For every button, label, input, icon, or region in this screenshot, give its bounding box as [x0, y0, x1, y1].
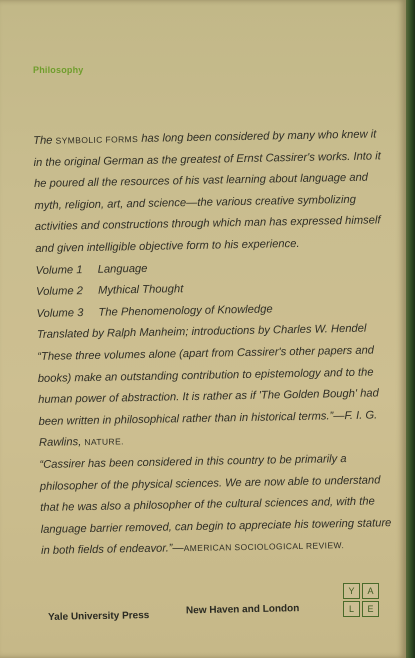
volume-label: Volume 3: [36, 306, 84, 320]
description-lead: The: [33, 134, 56, 147]
book-title: SYMBOLIC FORMS: [55, 133, 139, 146]
volume-title: Mythical Thought: [97, 283, 184, 297]
category-label: Philosophy: [33, 65, 84, 75]
publisher-place: New Haven and London: [185, 603, 300, 617]
publisher-name: Yale University Press: [48, 610, 150, 623]
logo-letter: A: [362, 583, 379, 599]
blurb-text: [33, 124, 393, 563]
description-paragraph: [33, 124, 387, 260]
review-text: “These three volumes alone (apart from Cassirer's other papers and books) make an outstanding contribution to epistemology and to the human power of abstraction. It is rather as if 'The Golden Bough' had been written in philosophical rather than in historical terms.”—F. I. G. Rawlins,: [37, 344, 379, 450]
publisher-footer: [48, 603, 308, 623]
logo-letter: E: [362, 601, 379, 617]
review-quote-1: [37, 340, 391, 455]
volume-label: Volume 2: [35, 285, 84, 299]
translation-credit: Translated by Ralph Manheim; introductions by Charles W. Hendel: [36, 322, 367, 342]
volume-label: Volume 1: [35, 263, 83, 277]
logo-letter: L: [343, 601, 360, 617]
logo-letter: Y: [343, 583, 360, 599]
review-text: “Cassirer has been considered in this country to be primarily a philosopher of the physical sciences. We are now able to understand that he was also a philosopher of the cultural sciences and, with the language barrier removed, can begin to appreciate his towering stature in both fields of endeavor.”—: [39, 452, 392, 558]
description-body: has long been considered by many who knew it in the original German as the greatest of Ernst Cassirer's works. Into it he poured all the resources of his vast learning about language and myth, religion, art, and science—the various creative symbolizing activities and constructions through which man has expressed himself and given intelligible objective form to his experience.: [33, 128, 381, 255]
yale-logo: [343, 583, 379, 617]
review-source: NATURE.: [84, 436, 124, 448]
review-source: AMERICAN SOCIOLOGICAL REVIEW.: [183, 540, 345, 554]
volume-title: The Phenomenology of Knowledge: [98, 303, 273, 319]
review-quote-2: [39, 448, 393, 563]
volume-title: Language: [97, 262, 148, 276]
spine-edge: [406, 0, 415, 658]
